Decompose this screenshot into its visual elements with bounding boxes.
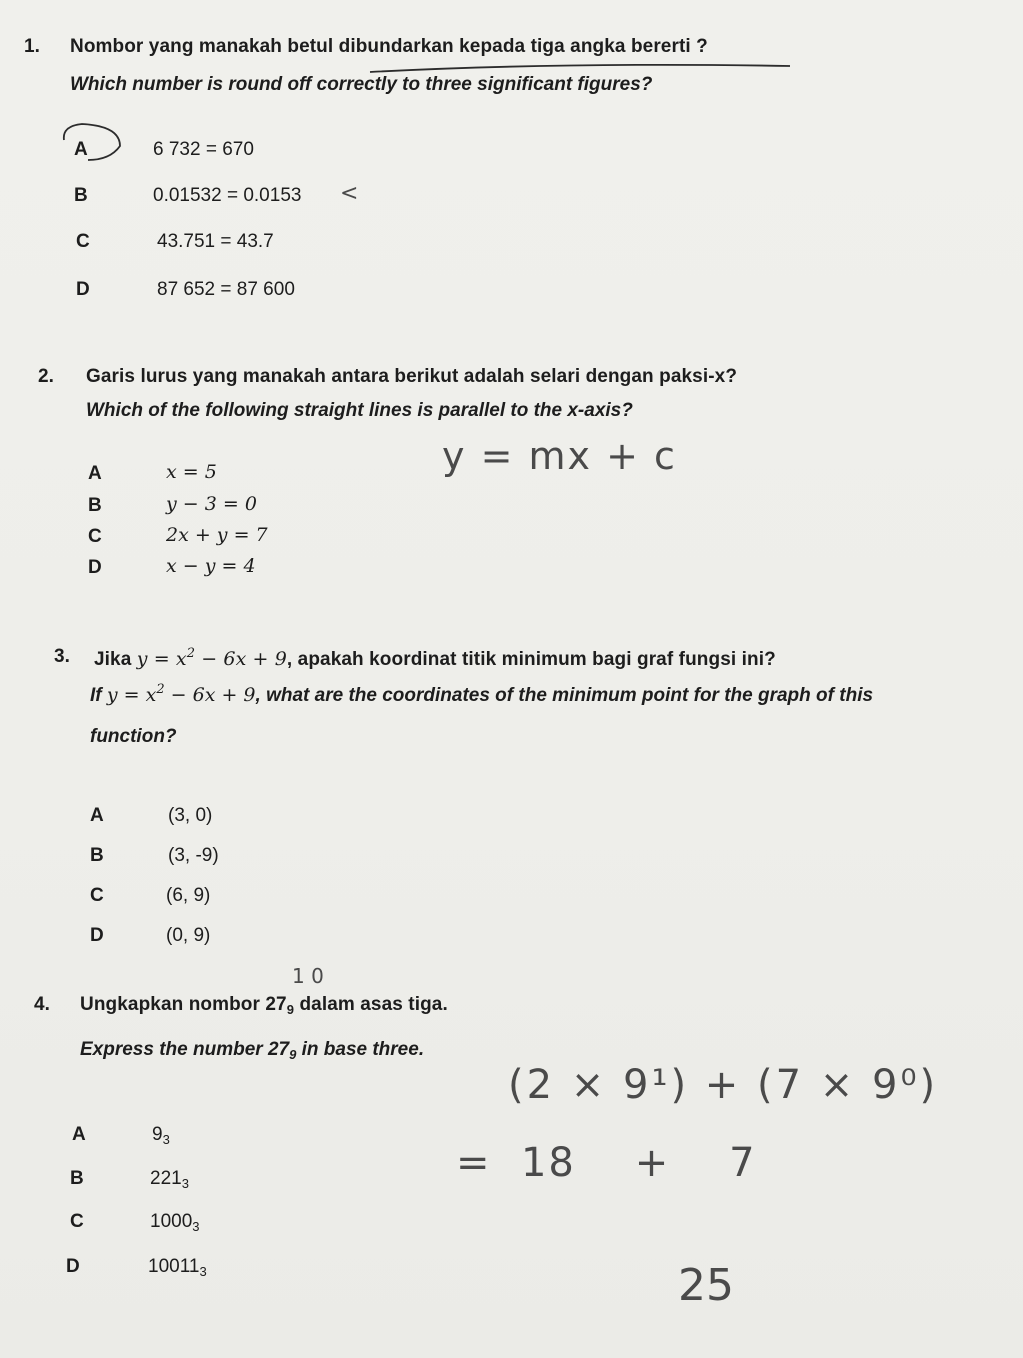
q4-option-d-text: $10011_3$ (148, 1256, 207, 1279)
q4-option-a-letter[interactable]: A (72, 1124, 86, 1145)
q2-english-text: Which of the following straight lines is parallel to the x-axis? (86, 400, 633, 421)
q4-number-base9: $27_9$ (265, 994, 295, 1017)
q2-number: 2. (38, 366, 54, 387)
q2-option-a-letter[interactable]: A (88, 463, 102, 484)
q3-equation: $y = x^2 - 6x + 9$ (136, 646, 287, 670)
q3-option-c-text: (6, 9) (166, 885, 211, 906)
q2-option-d-letter[interactable]: D (88, 557, 102, 578)
q2-option-c-letter[interactable]: C (88, 526, 102, 547)
underline-stroke (370, 65, 790, 72)
q3-option-a-letter[interactable]: A (90, 805, 104, 826)
q1-option-b-letter[interactable]: B (74, 185, 88, 206)
q2-option-d-text: x − y = 4 (166, 555, 256, 577)
check-mark: < (340, 181, 359, 206)
q3-english-prefix: If (90, 685, 102, 706)
q3-english-line2: function? (90, 726, 177, 747)
q2-option-b-text: y − 3 = 0 (166, 493, 257, 515)
q4-option-d-letter[interactable]: D (66, 1256, 80, 1277)
q1-number: 1. (24, 36, 40, 57)
q4-option-a-text: $9_3$ (152, 1124, 170, 1147)
q1-option-b-text: 0.01532 = 0.0153 (153, 185, 302, 206)
q2-option-a-text: x = 5 (166, 461, 217, 483)
q3-option-a-text: (3, 0) (168, 805, 213, 826)
q4-option-b-letter[interactable]: B (70, 1168, 84, 1189)
q4-english-line: Express the number $27_9$ in base three. (80, 1039, 425, 1062)
handwritten-line-equation: y = mx + c (442, 434, 677, 478)
q3-english-suffix: , what are the coordinates of the minimum point for the graph of this (255, 685, 874, 706)
q4-option-b-text: $221_3$ (150, 1168, 189, 1191)
q1-option-d-letter[interactable]: D (76, 279, 90, 300)
q1-option-d-text: 87 652 = 87 600 (157, 279, 295, 300)
circle-option-a-stroke (64, 124, 120, 160)
q4-malay-line: Ungkapkan nombor $27_9$ dalam asas tiga. (80, 994, 448, 1017)
q2-option-c-text: 2x + y = 7 (166, 524, 268, 546)
q4-option-c-letter[interactable]: C (70, 1211, 84, 1232)
q3-number: 3. (54, 646, 70, 667)
q3-equation-english: $y = x^2 - 6x + 9$ (106, 682, 256, 706)
q1-malay-text: Nombor yang manakah betul dibundarkan kepada tiga angka bererti ? (70, 36, 708, 57)
q3-option-d-text: (0, 9) (166, 925, 211, 946)
handwritten-sum: = 18 + 7 (456, 1140, 757, 1186)
q1-option-a-letter[interactable]: A (74, 139, 88, 160)
handwritten-expansion: (2 × 9¹) + (7 × 9⁰) (508, 1062, 939, 1108)
q3-option-c-letter[interactable]: C (90, 885, 104, 906)
q3-option-b-text: (3, -9) (168, 845, 219, 866)
q2-option-b-letter[interactable]: B (88, 495, 102, 516)
q1-option-a-text: 6 732 = 670 (153, 139, 254, 160)
q3-malay-prefix: Jika (94, 649, 132, 670)
q1-option-c-letter[interactable]: C (76, 231, 90, 252)
q4-number: 4. (34, 994, 50, 1015)
q1-option-c-text: 43.751 = 43.7 (157, 231, 274, 252)
q2-malay-text: Garis lurus yang manakah antara berikut adalah selari dengan paksi-x? (86, 366, 738, 387)
handwritten-result: 25 (678, 1260, 734, 1311)
q3-option-d-letter[interactable]: D (90, 925, 104, 946)
q1-english-text: Which number is round off correctly to three significant figures? (70, 74, 653, 95)
q4-number-base9-english: $27_9$ (267, 1039, 297, 1062)
q3-malay-suffix: , apakah koordinat titik minimum bagi graf fungsi ini? (286, 649, 776, 670)
q3-option-b-letter[interactable]: B (90, 845, 104, 866)
handwritten-place-values: 1 0 (292, 964, 324, 988)
q4-option-c-text: $1000_3$ (150, 1211, 200, 1234)
